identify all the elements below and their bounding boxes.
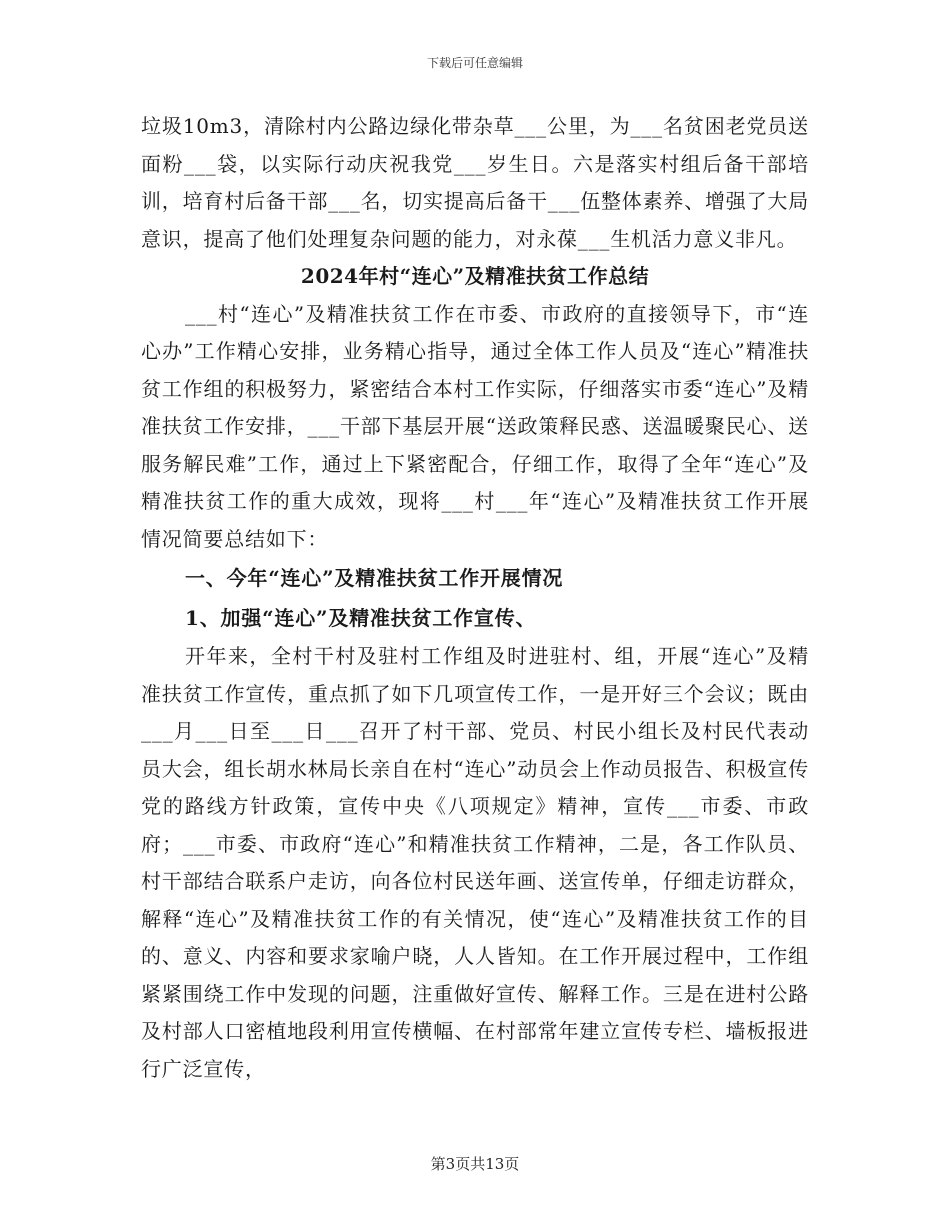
section-heading: 一、今年“连心”及精准扶贫工作开展情况 [185,566,564,590]
paragraph-publicity: 开年来，全村干村及驻村工作组及时进驻村、组，开展“连心”及精准扶贫工作宣传，重点抓了如下几项宣传工作，一是开好三个会议；既由___月___日至___日___召开了村干部、党员、村民小组长及村民代表动员大会，组长胡水林局长亲自在村“连心”动员会上作动员报告、积极宣传党的路线方针政策，宣传中央《八项规定》精神，宣传___市委、市政府；___市委、市政府“连心”和精准扶贫工作精神，二是，各工作队员、村干部结合联系户走访，向各位村民送年画、送宣传单，仔细走访群众，解释“连心”及精准扶贫工作的有关情况，使“连心”及精准扶贫工作的目的、意义、内容和要求家喻户晓，人人皆知。在工作开展过程中，工作组紧紧围绕工作中发现的问题，注重做好宣传、解释工作。三是在进村公路及村部人口密植地段利用宣传横幅、在村部常年建立宣传专栏、墙板报进行广泛宣传， [141,644,809,1081]
header-note: 下载后可任意编辑 [426,56,523,70]
document-body [141,108,809,1088]
page-footer: 第3页共13页 [430,1155,520,1173]
document-title: 2024年村“连心”及精准扶贫工作总结 [300,264,650,288]
subsection-heading: 1、加强“连心”及精准扶贫工作宣传、 [185,606,537,630]
paragraph-intro: ___村“连心”及精准扶贫工作在市委、市政府的直接领导下，市“连心办”工作精心安排，业务精心指导，通过全体工作人员及“连心”精准扶贫工作组的积极努力，紧密结合本村工作实际，仔细落实市委“连心”及精准扶贫工作安排，___干部下基层开展“送政策释民惑、送温暖聚民心、送服务解民难”工作，通过上下紧密配合，仔细工作，取得了全年“连心”及精准扶贫工作的重大成效，现将___村___年“连心”及精准扶贫工作开展情况简要总结如下： [141,301,809,551]
paragraph-continued: 垃圾10m3，清除村内公路边绿化带杂草___公里，为___名贫困老党员送面粉___袋，以实际行动庆祝我党___岁生日。六是落实村组后备干部培训，培育村后备干部___名，切实提高后备干___伍整体素养、增强了大局意识，提高了他们处理复杂问题的能力，对永葆___生机活力意义非凡。 [141,114,809,251]
